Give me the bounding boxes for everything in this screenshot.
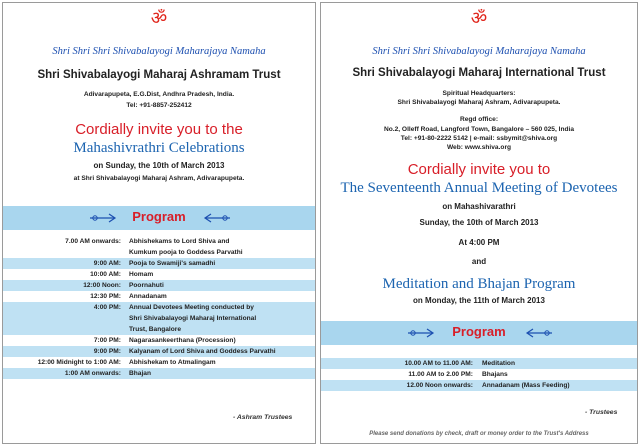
- ornament-right-icon: [525, 327, 553, 339]
- schedule-row: 10.00 AM to 11.00 AM: Meditation: [321, 358, 637, 369]
- event-date: on Sunday, the 10th of March 2013: [93, 161, 225, 170]
- schedule-row: Kumkum pooja to Goddess Parvathi: [129, 249, 243, 256]
- address-line-1: Adivarapupeta, E.G.Dist, Andhra Pradesh, India.: [83, 91, 235, 98]
- event-name: The Seventeenth Annual Meeting of Devotees: [340, 180, 618, 196]
- schedule-row: Trust, Bangalore: [3, 324, 315, 335]
- event-date: Sunday, the 10th of March 2013: [419, 218, 539, 227]
- event-venue: at Shri Shivabalayogi Maharaj Ashram, Adivarapupeta.: [73, 175, 245, 182]
- om-symbol-icon: ॐ: [470, 8, 488, 29]
- invitation-card-international: [320, 2, 638, 444]
- and-text: and: [471, 257, 487, 266]
- address-line-2: Tel: +91-8857-252412: [126, 102, 192, 109]
- trust-name: Shri Shivabalayogi Maharaj International Trust: [352, 67, 606, 79]
- schedule-row: 12:30 PM: Annadanam: [90, 293, 167, 300]
- trust-name: Shri Shivabalayogi Maharaj Ashramam Trust: [37, 69, 281, 81]
- schedule-row: 9:00 AM: Pooja to Swamiji's samadhi: [3, 258, 315, 269]
- schedule-row: 12:00 Midnight to 1:00 AM: Abhishekam to Atmalingam: [37, 359, 216, 366]
- signature: - Trustees: [585, 409, 618, 416]
- program-schedule: [3, 236, 315, 379]
- donation-note: Please send donations by check, draft or money order to the Trust's Address: [369, 431, 589, 437]
- invocation: Shri Shri Shri Shivabalayogi Maharajaya Namaha: [372, 46, 586, 57]
- schedule-row: 11.00 AM to 2.00 PM: Bhajans: [408, 371, 508, 378]
- event-occasion: on Mahashivarathri: [442, 202, 516, 211]
- invite-line: Cordially invite you to: [407, 161, 551, 178]
- event-name: Mahashivrathri Celebrations: [73, 140, 245, 156]
- invitation-card-ashram: [2, 2, 316, 444]
- ornament-right-icon: [203, 212, 231, 224]
- schedule-row: 9:00 PM: Kalyanam of Lord Shiva and Goddess Parvathi: [3, 346, 315, 357]
- program-title: Program: [452, 324, 506, 339]
- schedule-row: 7.00 AM onwards: Abhishekams to Lord Shiva and: [65, 238, 230, 245]
- hq-label: Spiritual Headquarters:: [442, 90, 516, 97]
- event2-name: Meditation and Bhajan Program: [382, 276, 576, 292]
- regd-contact: Tel: +91-80-2222 5142 | e-mail: ssbymit@shiva.org: [400, 135, 558, 142]
- om-symbol-icon: ॐ: [150, 8, 168, 29]
- schedule-row: 12.00 Noon onwards: Annadanam (Mass Feeding): [321, 380, 637, 391]
- regd-address: No.2, Olleff Road, Langford Town, Bangalore – 560 025, India: [383, 126, 575, 133]
- schedule-row: 4:00 PM: Annual Devotees Meeting conducted by: [3, 302, 315, 313]
- program-title: Program: [132, 209, 186, 224]
- hq-address: Shri Shivabalayogi Maharaj Ashram, Adivarapupeta.: [397, 99, 561, 106]
- regd-label: Regd office:: [459, 116, 499, 123]
- signature: - Ashram Trustees: [233, 414, 293, 421]
- schedule-row: 7:00 PM: Nagarasankeerthana (Procession): [93, 337, 236, 344]
- schedule-row: 12:00 Noon: Poornahuti: [3, 280, 315, 291]
- invite-line: Cordially invite you to the: [75, 121, 243, 138]
- event-time: At 4:00 PM: [458, 238, 500, 247]
- schedule-row: Shri Shivabalayogi Maharaj International: [3, 313, 315, 324]
- schedule-row: 1:00 AM onwards: Bhajan: [3, 368, 315, 379]
- schedule-row: 10:00 AM: Homam: [90, 271, 154, 278]
- program-schedule: [321, 358, 637, 391]
- event2-date: on Monday, the 11th of March 2013: [413, 296, 545, 305]
- invocation: Shri Shri Shri Shivabalayogi Maharajaya Namaha: [52, 46, 266, 57]
- regd-web: Web: www.shiva.org: [446, 144, 512, 151]
